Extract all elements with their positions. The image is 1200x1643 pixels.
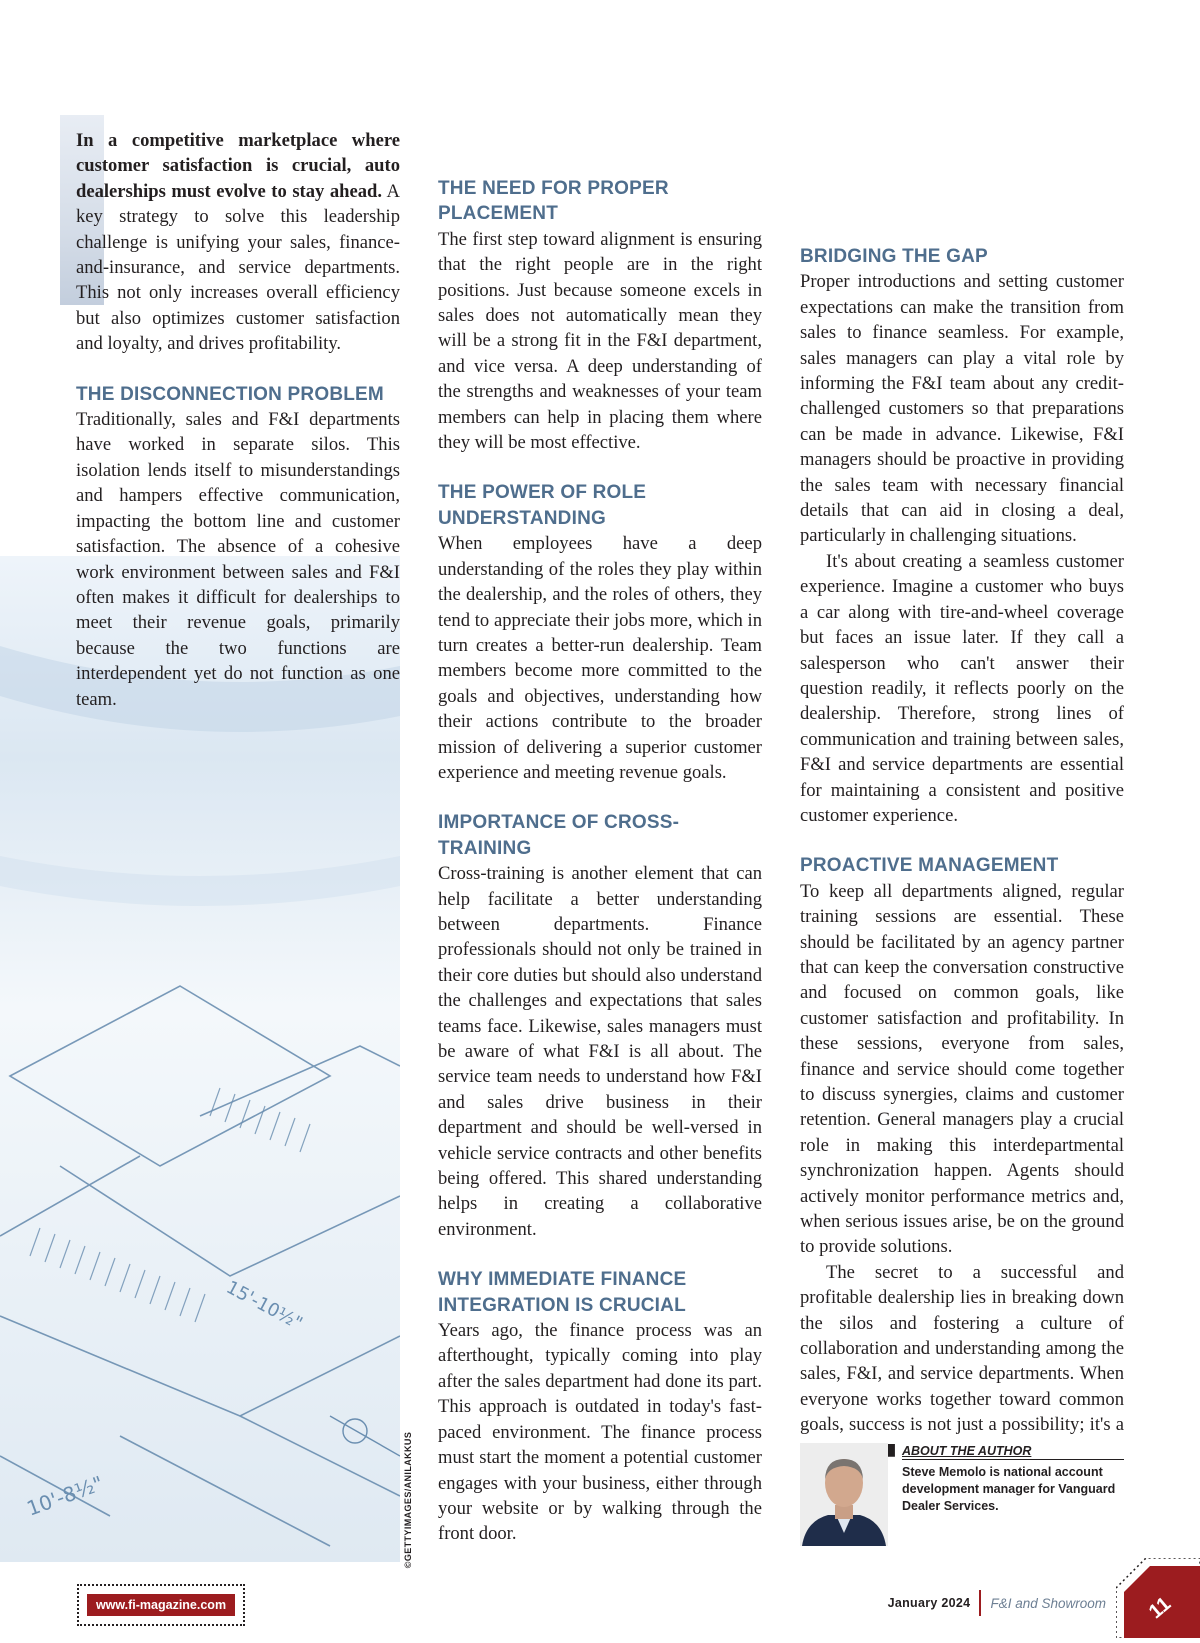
bridging-paragraph-1: Proper introductions and setting customer expectations can make the transition from sales to finance seamless. For example, sales managers can play a vital role by informing the F&I team about any credit-challenged customers so that preparations can be made in advance. Likewise, F&I managers should be proactive in providing the sales team with necessary financial details that can aid in closing a deal, particularly in challenging situations. xyxy=(800,271,1124,547)
proactive-paragraph-2 xyxy=(800,1260,1124,1463)
heading-proper-placement: THE NEED FOR PROPER PLACEMENT xyxy=(438,178,669,225)
magazine-name: F&I and Showroom xyxy=(990,1595,1106,1611)
heading-bridging-the-gap: BRIDGING THE GAP xyxy=(800,246,988,267)
heading-disconnection-problem: THE DISCONNECTION PROBLEM xyxy=(76,383,384,405)
disconnection-paragraph: Traditionally, sales and F&I departments have worked in separate silos. This isolation lends itself to misunderstandings and hampers effective communication, impacting the bottom line and customer satisfaction. The absence of a cohesive work environment between sales and F&I often makes it difficult for dealerships to meet their revenue goals, primarily because the two functions are interdependent yet do not function as one team. xyxy=(76,409,400,710)
issue-date: January 2024 xyxy=(887,1596,971,1610)
closing-text: The secret to a successful and profitable dealership lies in breaking down the silos and fostering a culture of collaboration and understanding among the sales, F&I, and service departments. When everyone works together toward common goals, success is not just a possibility; it's a xyxy=(800,1261,1124,1436)
column-1 xyxy=(76,128,400,712)
heading-cross-training: IMPORTANCE OF CROSS-TRAINING xyxy=(438,812,680,859)
page-number-tab xyxy=(1116,1558,1200,1638)
finance-integration-paragraph: Years ago, the finance process was an afterthought, typically coming into play after the sales department had done its part. This approach is outdated in today's fast-paced environment. The finance process must start the moment a potential customer engages with your business, either through your website or by walking through the front door. xyxy=(438,1320,762,1545)
heading-role-understanding: THE POWER OF ROLE UNDERSTANDING xyxy=(438,482,647,529)
page-number: 11 xyxy=(1144,1592,1176,1624)
placement-paragraph: The first step toward alignment is ensuring that the right people are in the right positions. Just because someone excels in sales does not automatically mean they will be a strong fit in the F&I department, and vice versa. A deep understanding of the strengths and weaknesses of your team members can help in placing them where they will be most effective. xyxy=(438,228,762,454)
lead-paragraph xyxy=(76,128,400,357)
column-3 xyxy=(800,128,1124,1463)
folio xyxy=(888,1590,1106,1616)
website-link[interactable] xyxy=(77,1584,245,1626)
role-understanding-paragraph: When employees have a deep understanding of the roles they play within the dealership, and the roles of others, they tend to appreciate their jobs more, which in turn creates a better-run dealership. Team members become more committed to the goals and objectives, understanding how their actions contribute to the broader mission of delivering a superior customer experience and meeting revenue goals. xyxy=(438,533,762,783)
author-photo xyxy=(800,1443,888,1546)
lead-text: A key strategy to solve this leadership challenge is unifying your sales, finance-and-insurance, and service departments. This not only increases overall efficiency but also optimizes customer satisfaction and loyalty, and drives profitability. xyxy=(76,180,400,355)
author-heading: ABOUT THE AUTHOR xyxy=(902,1443,1124,1460)
heading-proactive-management: PROACTIVE MANAGEMENT xyxy=(800,855,1059,877)
lead-bold-text: In a competitive marketplace where customer satisfaction is crucial, auto dealerships must evolve to stay ahead. xyxy=(76,130,400,202)
svg-text:15'-10½": 15'-10½" xyxy=(222,1276,306,1335)
photo-credit: ©GETTYIMAGES/ANILAKKUS xyxy=(403,1431,413,1569)
website-url[interactable]: www.fi-magazine.com xyxy=(87,1594,235,1616)
author-bio: Steve Memolo is national account development manager for Vanguard Dealer Services. xyxy=(902,1465,1116,1513)
bridging-paragraph-2: It's about creating a seamless customer experience. Imagine a customer who buys a car along with tire-and-wheel coverage but faces an issue later. If they call a salesperson who can't answer their question readily, it reflects poorly on the dealership. Therefore, strong lines of communication and training between sales, F&I and service departments are essential for maintaining a consistent and positive customer experience. xyxy=(800,550,1124,826)
heading-finance-integration: WHY IMMEDIATE FINANCE INTEGRATION IS CRUCIAL xyxy=(438,1269,687,1316)
column-2 xyxy=(438,128,762,1547)
about-the-author xyxy=(800,1443,1124,1546)
svg-text:10'-8½": 10'-8½" xyxy=(23,1470,107,1521)
folio-divider xyxy=(979,1590,981,1616)
cross-training-paragraph: Cross-training is another element that can help facilitate a better understanding between departments. Finance professionals should not only be trained in their core duties but should also understand the challenges and expectations that sales teams face. Likewise, sales managers must be aware of what F&I is all about. The service team needs to understand how F&I and sales drive business in their department and should be well-versed in vehicle service contracts and other benefits being offered. This shared understanding helps in creating a collaborative environment. xyxy=(438,863,762,1240)
proactive-paragraph-1: To keep all departments aligned, regular training sessions are essential. These should be facilitated by an agency partner that can keep the conversation constructive and focused on common goals, like customer satisfaction and profitability. In these sessions, everyone from sales, finance and service should come together to discuss synergies, claims and customer retention. General managers play a crucial role in making this interdepartmental synchronization happen. Agents should actively monitor performance metrics and, when serious issues arise, be on the ground to provide solutions. xyxy=(800,880,1124,1258)
